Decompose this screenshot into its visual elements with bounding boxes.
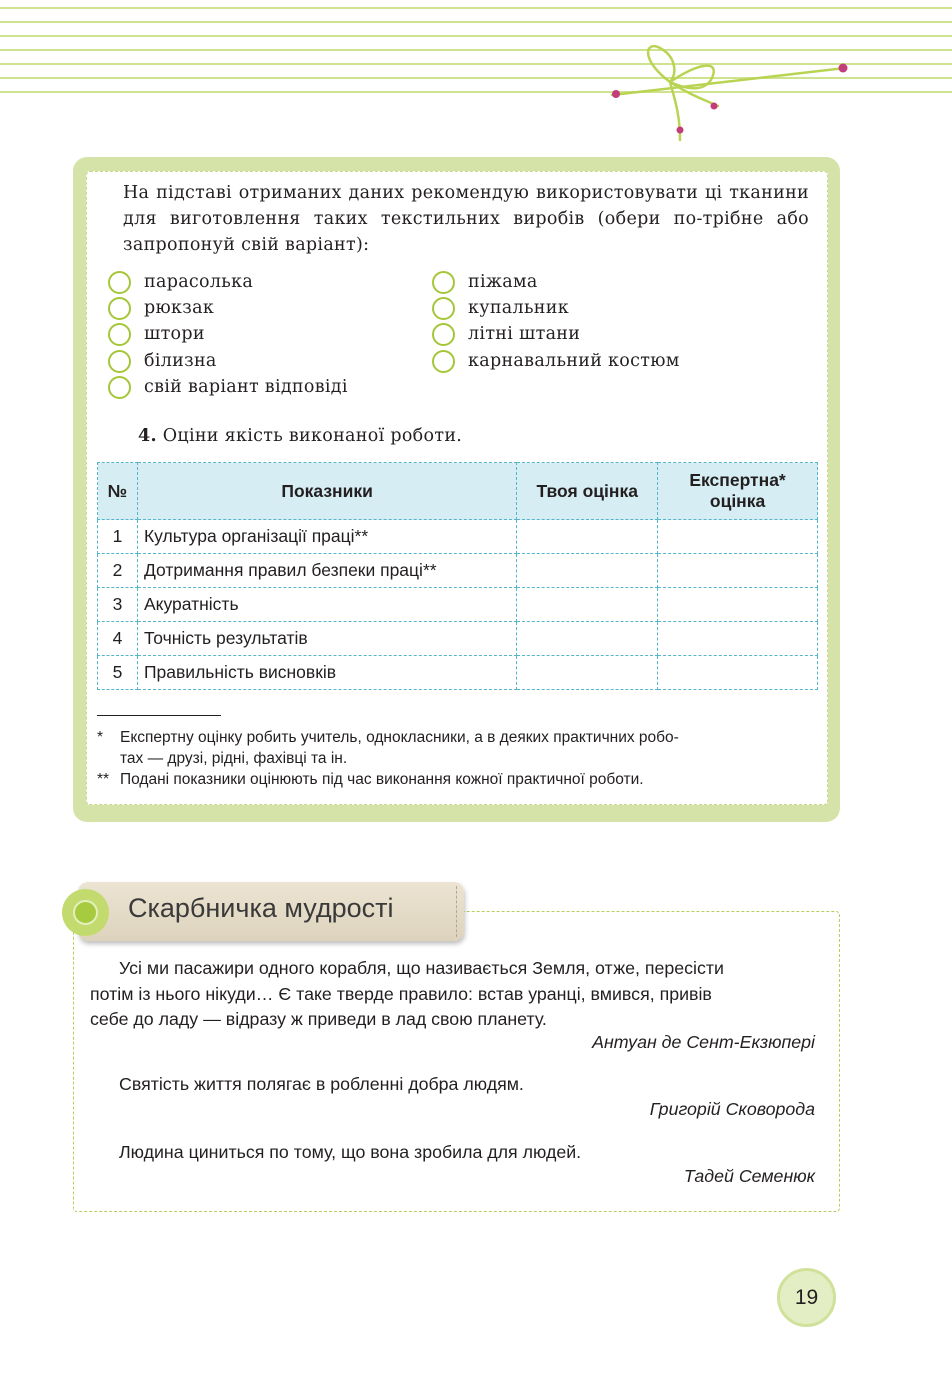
row-number: 1 bbox=[98, 520, 138, 554]
header-own-grade: Твоя оцінка bbox=[517, 463, 658, 520]
quote-line: Людина циниться по тому, що вона зробила для людей. bbox=[119, 1142, 582, 1162]
option-pajamas[interactable] bbox=[432, 269, 538, 295]
row-number: 3 bbox=[98, 588, 138, 622]
table-header-row bbox=[98, 463, 818, 520]
header-expert-line1: Експертна* bbox=[689, 470, 786, 490]
radio-circle[interactable] bbox=[432, 271, 455, 294]
quote-line: потім із нього нікуди… Є таке тверде правило: встав уранці, вмився, привів bbox=[90, 983, 712, 1004]
expert-grade-cell[interactable] bbox=[658, 656, 818, 690]
option-underwear[interactable] bbox=[108, 348, 217, 374]
header-indicators: Показники bbox=[137, 463, 516, 520]
row-indicator: Точність результатів bbox=[137, 622, 516, 656]
option-curtains[interactable] bbox=[108, 321, 205, 347]
header-expert-grade bbox=[658, 463, 818, 520]
row-indicator: Правильність висновків bbox=[137, 656, 516, 690]
footnote-divider bbox=[97, 715, 221, 716]
quote-skovoroda bbox=[90, 1072, 815, 1098]
option-carnival-costume[interactable] bbox=[432, 348, 680, 374]
footnote-expert bbox=[97, 727, 797, 769]
own-grade-cell[interactable] bbox=[517, 554, 658, 588]
table-row bbox=[98, 656, 818, 690]
option-backpack[interactable] bbox=[108, 295, 214, 321]
option-summer-pants[interactable] bbox=[432, 321, 580, 347]
option-label: карнавальний костюм bbox=[468, 351, 680, 371]
task-text: Оціни якість виконаної роботи. bbox=[162, 426, 463, 446]
table-row bbox=[98, 520, 818, 554]
row-indicator: Дотримання правил безпеки праці** bbox=[137, 554, 516, 588]
wisdom-bullet-inner-icon bbox=[73, 900, 98, 925]
expert-grade-cell[interactable] bbox=[658, 554, 818, 588]
footnote-indicators bbox=[97, 769, 797, 790]
expert-grade-cell[interactable] bbox=[658, 588, 818, 622]
option-label: штори bbox=[144, 324, 205, 344]
quote-exupery bbox=[90, 956, 815, 1033]
row-indicator: Культура організації праці** bbox=[137, 520, 516, 554]
footnote-line: тах — друзі, рідні, фахівці та ін. bbox=[120, 750, 348, 767]
table-row bbox=[98, 622, 818, 656]
own-grade-cell[interactable] bbox=[517, 520, 658, 554]
row-indicator: Акуратність bbox=[137, 588, 516, 622]
radio-circle[interactable] bbox=[108, 271, 131, 294]
option-swimsuit[interactable] bbox=[432, 295, 569, 321]
header-number: № bbox=[98, 463, 138, 520]
quote-author: Григорій Сковорода bbox=[649, 1099, 815, 1119]
row-number: 2 bbox=[98, 554, 138, 588]
quote-line: Усі ми пасажири одного корабля, що називається Земля, отже, пересісти bbox=[119, 958, 724, 978]
footnote-line: Подані показники оцінюють під час виконання кожної практичної роботи. bbox=[120, 771, 644, 788]
task-4-heading bbox=[138, 426, 462, 446]
quote-line: себе до ладу — відразу ж приведи в лад свою планету. bbox=[90, 1009, 547, 1029]
quote-author: Антуан де Сент-Екзюпері bbox=[592, 1032, 815, 1052]
footnote-mark: * bbox=[97, 729, 104, 746]
header-expert-line2: оцінка bbox=[709, 491, 766, 511]
radio-circle[interactable] bbox=[432, 350, 455, 373]
expert-grade-cell[interactable] bbox=[658, 622, 818, 656]
ribbon-bow-icon bbox=[612, 46, 845, 140]
quote-author: Тадей Семенюк bbox=[683, 1166, 815, 1186]
own-grade-cell[interactable] bbox=[517, 622, 658, 656]
quote-semenyuk bbox=[90, 1140, 815, 1166]
table-row bbox=[98, 588, 818, 622]
own-grade-cell[interactable] bbox=[517, 588, 658, 622]
page-number: 19 bbox=[794, 1285, 819, 1309]
radio-circle[interactable] bbox=[108, 297, 131, 320]
option-label: піжама bbox=[468, 272, 538, 292]
option-label: купальник bbox=[468, 298, 569, 318]
decorative-stripes bbox=[0, 0, 952, 150]
radio-circle[interactable] bbox=[432, 297, 455, 320]
quote-line: Святість життя полягає в робленні добра людям. bbox=[119, 1074, 524, 1094]
footnote-line: Експертну оцінку робить учитель, однокласники, а в деяких практичних робо- bbox=[120, 729, 679, 746]
radio-circle[interactable] bbox=[432, 323, 455, 346]
option-label: рюкзак bbox=[144, 298, 215, 318]
footnote-mark: ** bbox=[97, 771, 110, 788]
intro-paragraph: На підставі отриманих даних рекомендую використовувати ці тканини для виготовлення таких текстильних виробів (обери по-трібне або запропонуй свій варіант): bbox=[123, 183, 809, 255]
option-umbrella[interactable] bbox=[108, 269, 253, 295]
table-row bbox=[98, 554, 818, 588]
task-number: 4. bbox=[138, 426, 157, 446]
option-own-answer[interactable] bbox=[108, 374, 348, 400]
assessment-table bbox=[97, 462, 818, 690]
radio-circle[interactable] bbox=[108, 350, 131, 373]
option-label: свій варіант відповіді bbox=[144, 377, 348, 397]
radio-circle[interactable] bbox=[108, 323, 131, 346]
radio-circle[interactable] bbox=[108, 376, 131, 399]
row-number: 4 bbox=[98, 622, 138, 656]
own-grade-cell[interactable] bbox=[517, 656, 658, 690]
wisdom-title: Скарбничка мудрості bbox=[128, 893, 394, 923]
option-label: парасолька bbox=[144, 272, 254, 292]
row-number: 5 bbox=[98, 656, 138, 690]
option-label: білизна bbox=[144, 351, 217, 371]
expert-grade-cell[interactable] bbox=[658, 520, 818, 554]
option-label: літні штани bbox=[468, 324, 581, 344]
